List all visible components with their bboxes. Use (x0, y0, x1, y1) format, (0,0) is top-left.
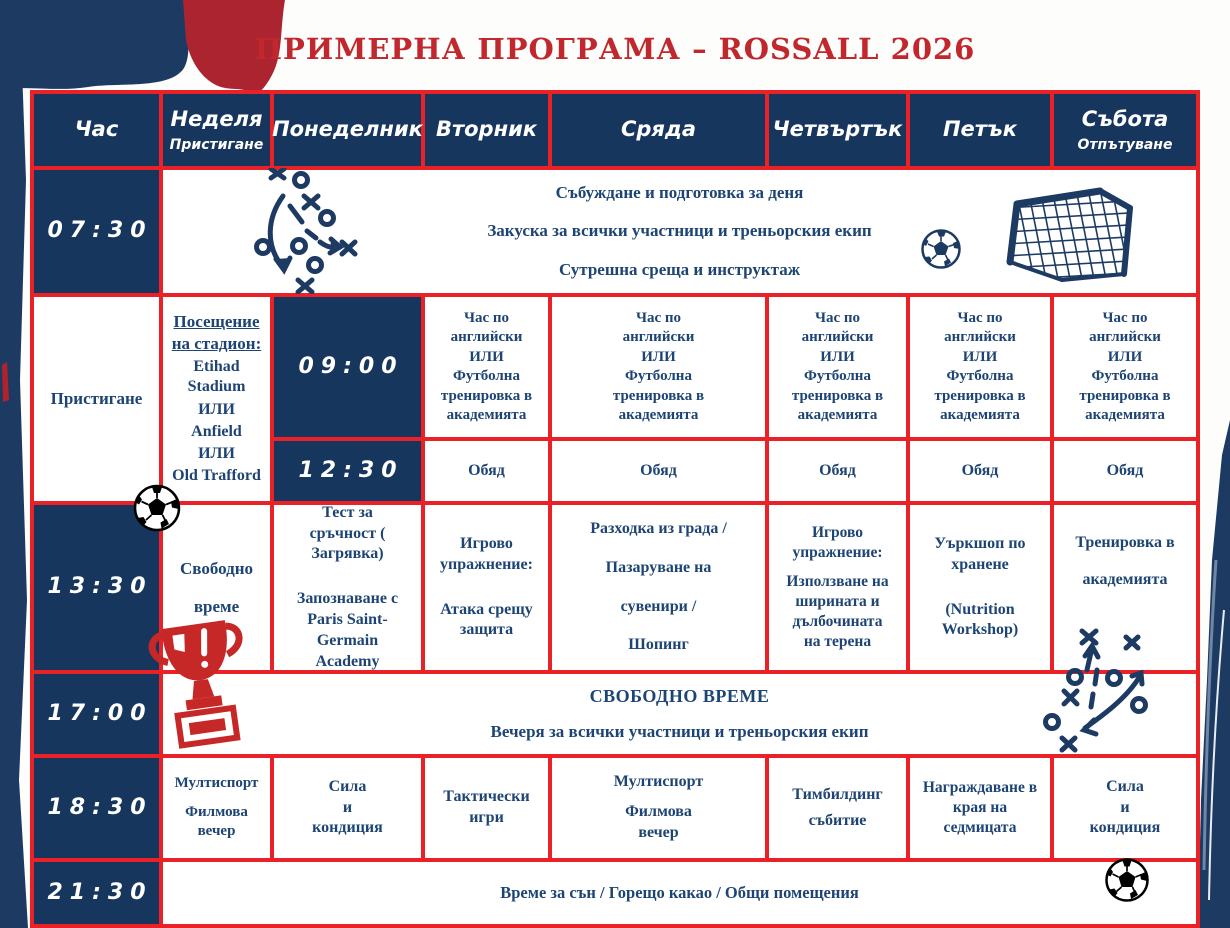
cell-1330-tuesday: Игрово упражнение: Атака срещу защита (425, 505, 548, 670)
cell-1330-saturday: Тренировка в академията (1054, 505, 1196, 670)
time-1700: 17:00 (34, 674, 159, 754)
time-1230: 12:30 (274, 441, 421, 501)
cell-1830-thursday-teambuilding: Тимбилдинг събитие (769, 758, 906, 858)
cell-1230-saturday-lunch: Обяд (1054, 441, 1196, 501)
trophy-icon (148, 616, 256, 760)
time-1830: 18:30 (34, 758, 159, 858)
cell-1230-tuesday-lunch: Обяд (552, 441, 765, 501)
cell-1830-wednesday-multisport: Мултиспорт Филмова вечер (552, 758, 765, 858)
cell-1230-thursday-lunch: Обяд (769, 441, 906, 501)
header-time-label: Час (74, 117, 119, 142)
cell-0900-thursday: Час по английски ИЛИ Футболна тренировка в академията (769, 297, 906, 437)
cell-0730-all-days: Събуждане и подготовка за деня Закуска за всички участници и треньорския екип Сутрешна среща и инструктаж (163, 170, 1196, 293)
soccer-ball-icon (920, 228, 962, 270)
cell-0900-monday: Час по английски ИЛИ Футболна тренировка в академията (425, 297, 548, 437)
cell-1830-sunday-multisport: Мултиспорт Филмова вечер (163, 758, 270, 858)
page-title: ПРИМЕРНА ПРОГРАМА – ROSSALL 2026 (254, 32, 976, 66)
time-0730: 07:30 (34, 170, 159, 293)
cell-1230-monday-lunch: Обяд (425, 441, 548, 501)
cell-1830-monday-strength: Сила и кондиция (274, 758, 421, 858)
goal-net-icon (1005, 184, 1147, 284)
tactics-diagram-icon (1042, 618, 1154, 760)
cell-0900-friday: Час по английски ИЛИ Футболна тренировка в академията (910, 297, 1050, 437)
soccer-ball-icon (1104, 857, 1150, 903)
cell-1330-monday: Тест за сръчност ( Загрявка) Запознаване с Paris Saint-Germain Academy (274, 505, 421, 670)
cell-0900-saturday: Час по английски ИЛИ Футболна тренировка в академията (1054, 297, 1196, 437)
cell-1830-saturday-strength: Сила и кондиция (1054, 758, 1196, 858)
header-thursday: Четвъртък (769, 94, 906, 166)
cell-0900-sunday-arrival: Пристигане (34, 297, 159, 501)
header-saturday: Събота Отпътуване (1054, 94, 1196, 166)
cell-1330-thursday: Игрово упражнение: Използване на ширината и дълбочината на терена (769, 505, 906, 670)
cell-1700-all-days: СВОБОДНО ВРЕМЕ Вечеря за всички участници и треньорския екип (163, 674, 1196, 754)
cell-1230-friday-lunch: Обяд (910, 441, 1050, 501)
cell-0900-wednesday-stadium-visit: Посещение на стадион: Etihad Stadium ИЛИ Anfield ИЛИ Old Trafford (163, 297, 270, 501)
time-1330: 13:30 (34, 505, 159, 670)
cell-2130-all-days: Време за сън / Горещо какао / Общи помещения (163, 862, 1196, 924)
cell-1330-sunday-free-time: Свободно време (163, 505, 270, 670)
header-friday: Петък (910, 94, 1050, 166)
header-monday: Понеделник (274, 94, 421, 166)
cell-1330-wednesday: Разходка из града / Пазаруване на сувенири / Шопинг (552, 505, 765, 670)
header-sunday: Неделя Пристигане (163, 94, 270, 166)
soccer-ball-icon (132, 483, 182, 533)
time-2130: 21:30 (34, 862, 159, 924)
cell-1830-friday-awards: Награждаване в края на седмицата (910, 758, 1050, 858)
header-tuesday: Вторник (425, 94, 548, 166)
header-time-column (34, 94, 159, 166)
time-0900: 09:00 (274, 297, 421, 437)
header-wednesday: Сряда (552, 94, 765, 166)
cell-0900-tuesday: Час по английски ИЛИ Футболна тренировка в академията (552, 297, 765, 437)
tactics-diagram-icon (238, 168, 360, 294)
cell-1830-tuesday-tactical-games: Тактически игри (425, 758, 548, 858)
cell-1330-friday-nutrition-workshop: Уъркшоп по хранене (Nutrition Workshop) (910, 505, 1050, 670)
